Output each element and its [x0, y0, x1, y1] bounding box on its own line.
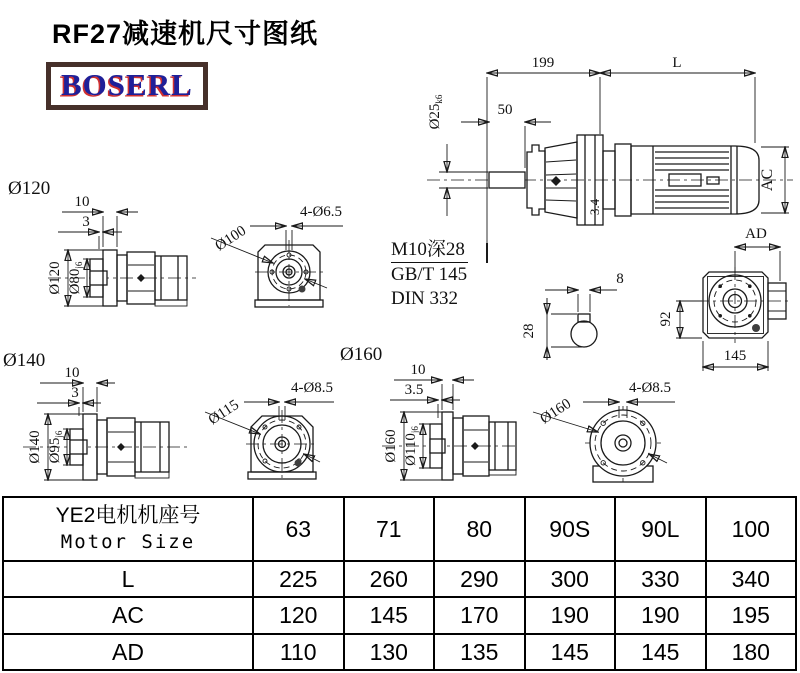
table-cell: 120: [253, 597, 344, 634]
thread-standard-gb: GB/T 145: [391, 264, 468, 285]
front160-geometry: [585, 406, 661, 482]
main-assembly-side-view: [415, 50, 800, 245]
flange160-dim10-label: 10: [410, 362, 426, 378]
size-column-header: 90L: [615, 497, 706, 561]
table-cell: 170: [434, 597, 525, 634]
dim-shaft-dia-label: $Ø25_{k6}$: [427, 94, 444, 130]
thread-note-leader: [486, 243, 488, 263]
flange140-outer-label: Ø140: [27, 430, 43, 464]
motor-rear-view: [640, 225, 800, 375]
flange160-front-view: [525, 370, 695, 490]
size-column-header: 90S: [525, 497, 616, 561]
flange140-dim3-label: 3: [71, 385, 79, 401]
dim-AC-label: AC: [759, 168, 776, 192]
row-label: AD: [3, 634, 253, 670]
shaft-key-section-view: [520, 262, 630, 362]
size-column-header: 71: [344, 497, 435, 561]
thread-spec: M10深28: [391, 238, 468, 263]
table-cell: 290: [434, 561, 525, 597]
table-header-cell: [3, 497, 253, 561]
page-title: RF27减速机尺寸图纸: [52, 19, 319, 49]
front100-boltcircle-label: Ø100: [212, 222, 250, 255]
motor-size-table: [2, 496, 797, 671]
key-section-geometry: [571, 314, 597, 347]
front115-boltcircle-label: Ø115: [205, 397, 242, 429]
dim-199-label: 199: [531, 55, 555, 71]
flange160-dim35-label: 3.5: [404, 382, 424, 398]
flange140-label: Ø140: [3, 350, 46, 371]
table-cell: 190: [615, 597, 706, 634]
table-cell: 225: [253, 561, 344, 597]
front115-holes-label: 4-Ø8.5: [290, 380, 334, 396]
dim-145-label: 145: [723, 348, 747, 364]
table-cell: 145: [525, 634, 616, 670]
header-en: Motor Size: [60, 531, 196, 553]
front160-holes-label: 4-Ø8.5: [628, 380, 672, 396]
table-cell: 145: [344, 597, 435, 634]
dim-AD-label: AD: [745, 226, 767, 242]
flange160-label: Ø160: [340, 344, 383, 365]
row-label: L: [3, 561, 253, 597]
main-view-geometry: [427, 135, 793, 225]
size-column-header: 100: [706, 497, 797, 561]
table-cell: 300: [525, 561, 616, 597]
flange120-label: Ø120: [8, 178, 51, 199]
table-row-L: [3, 561, 796, 597]
table-cell: 190: [525, 597, 616, 634]
flange160-side-view: [350, 358, 520, 483]
flange120-dim10-label: 10: [74, 194, 90, 210]
dim-key-height-label: 28: [521, 323, 537, 339]
boserl-logo: [46, 62, 208, 110]
size-column-header: 80: [434, 497, 525, 561]
flange120-dim3-label: 3: [82, 214, 90, 230]
thread-standard-din: DIN 332: [391, 288, 459, 309]
key-section-dimensions: [545, 290, 617, 360]
rear-view-geometry: [696, 267, 792, 343]
flange140-dim10-label: 10: [64, 365, 80, 381]
front160-boltcircle-label: Ø160: [537, 395, 575, 428]
table-cell: 135: [434, 634, 525, 670]
table-cell: 195: [706, 597, 797, 634]
table-header-row: [3, 497, 796, 561]
thread-note: [391, 238, 468, 311]
dim-92-label: 92: [658, 311, 674, 327]
dim-50-label: 50: [497, 102, 513, 118]
row-label: AC: [3, 597, 253, 634]
table-cell: 180: [706, 634, 797, 670]
dim-L-label: L: [672, 55, 682, 71]
table-cell: 145: [615, 634, 706, 670]
size-column-header: 63: [253, 497, 344, 561]
header-cn: YE2电机机座号: [55, 504, 201, 527]
dim-key-width-label: 8: [616, 271, 624, 287]
dim-3-4-label: 3.4: [587, 198, 602, 216]
flange120-inner-label: $Ø80_{j6}$: [67, 261, 84, 295]
front100-holes-label: 4-Ø6.5: [299, 204, 343, 220]
flange115-front-view: [200, 372, 360, 490]
table-cell: 130: [344, 634, 435, 670]
flange120-outer-label: Ø120: [47, 261, 63, 295]
flange140-inner-label: $Ø95_{j6}$: [47, 430, 64, 464]
flange160-outer-label: Ø160: [383, 429, 399, 463]
table-row-AD: [3, 634, 796, 670]
table-row-AC: [3, 597, 796, 634]
table-cell: 340: [706, 561, 797, 597]
front115-geometry: [246, 410, 318, 479]
table-cell: 330: [615, 561, 706, 597]
table-cell: 110: [253, 634, 344, 670]
flange100-front-view: [205, 200, 370, 315]
front100-geometry: [255, 240, 323, 307]
logo-text: BOSERL: [61, 67, 193, 102]
flange160-inner-label: $Ø110_{j6}$: [403, 426, 420, 466]
flange140-side-view: [15, 362, 190, 485]
table-cell: 260: [344, 561, 435, 597]
flange120-side-view: [40, 193, 200, 318]
